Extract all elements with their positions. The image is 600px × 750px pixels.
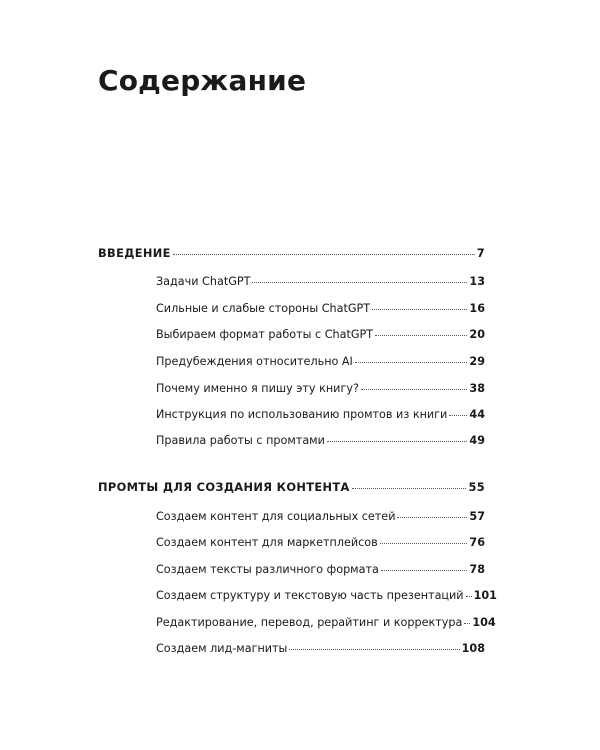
dot-leader: [380, 542, 468, 544]
dot-leader: [361, 388, 468, 390]
toc-page-number: 16: [469, 302, 485, 315]
toc-item-label: Создаем структуру и текстовую часть презентаций: [156, 589, 464, 602]
page-title: Содержание: [98, 64, 307, 97]
toc-item[interactable]: [156, 434, 485, 448]
toc-item-label: Правила работы с промтами: [156, 434, 325, 447]
toc-page-number: 38: [469, 382, 485, 395]
toc-item-label: Задачи ChatGPT: [156, 275, 251, 288]
toc-page-number: 13: [469, 275, 485, 288]
toc-item-label: Редактирование, перевод, рерайтинг и корректура: [156, 616, 463, 629]
toc-page-number: 29: [469, 355, 485, 368]
dot-leader: [327, 440, 468, 442]
toc-item[interactable]: [156, 616, 496, 630]
dot-leader: [381, 569, 468, 571]
toc-item[interactable]: [156, 408, 485, 422]
toc-page-number: 108: [461, 642, 485, 655]
toc-page-number: 55: [468, 480, 485, 494]
toc-section-label: ВВЕДЕНИЕ: [98, 246, 171, 260]
toc-page-number: 101: [473, 589, 497, 602]
dot-leader: [173, 253, 475, 255]
toc-section-heading[interactable]: [98, 246, 485, 260]
toc-item-label: Создаем контент для социальных сетей: [156, 510, 396, 523]
toc-item[interactable]: [156, 642, 485, 656]
dot-leader: [372, 308, 467, 310]
toc-item-label: Создаем контент для маркетплейсов: [156, 536, 378, 549]
toc-item[interactable]: [156, 536, 485, 550]
toc-page-number: 104: [472, 616, 496, 629]
toc-page-number: 57: [469, 510, 485, 523]
toc-page-number: 7: [476, 246, 485, 260]
toc-item[interactable]: [156, 589, 497, 603]
toc-item[interactable]: [156, 275, 485, 289]
toc-item[interactable]: [156, 355, 485, 369]
toc-page-number: 78: [469, 563, 485, 576]
toc-item[interactable]: [156, 563, 485, 577]
dot-leader: [464, 622, 470, 624]
toc-item-label: Предубеждения относительно AI: [156, 355, 353, 368]
dot-leader: [289, 648, 459, 650]
toc-item-label: Выбираем формат работы с ChatGPT: [156, 328, 374, 341]
dot-leader: [352, 487, 467, 489]
dot-leader: [449, 414, 467, 416]
toc-section-label: ПРОМТЫ ДЛЯ СОЗДАНИЯ КОНТЕНТА: [98, 480, 350, 494]
toc-item-label: Почему именно я пишу эту книгу?: [156, 382, 359, 395]
toc-page-number: 49: [469, 434, 485, 447]
toc-item-label: Сильные и слабые стороны ChatGPT: [156, 302, 371, 315]
dot-leader: [466, 595, 472, 597]
toc-item[interactable]: [156, 510, 485, 524]
toc-item-label: Создаем тексты различного формата: [156, 563, 379, 576]
toc-item[interactable]: [156, 302, 485, 316]
toc-item[interactable]: [156, 328, 485, 342]
toc-item[interactable]: [156, 382, 485, 396]
toc-page-number: 44: [469, 408, 485, 421]
dot-leader: [375, 334, 467, 336]
dot-leader: [397, 516, 467, 518]
toc-page-number: 20: [469, 328, 485, 341]
dot-leader: [355, 361, 468, 363]
toc-page-number: 76: [469, 536, 485, 549]
dot-leader: [252, 281, 467, 283]
toc-item-label: Создаем лид-магниты: [156, 642, 288, 655]
toc-section-heading[interactable]: [98, 480, 485, 494]
toc-item-label: Инструкция по использованию промтов из книги: [156, 408, 448, 421]
